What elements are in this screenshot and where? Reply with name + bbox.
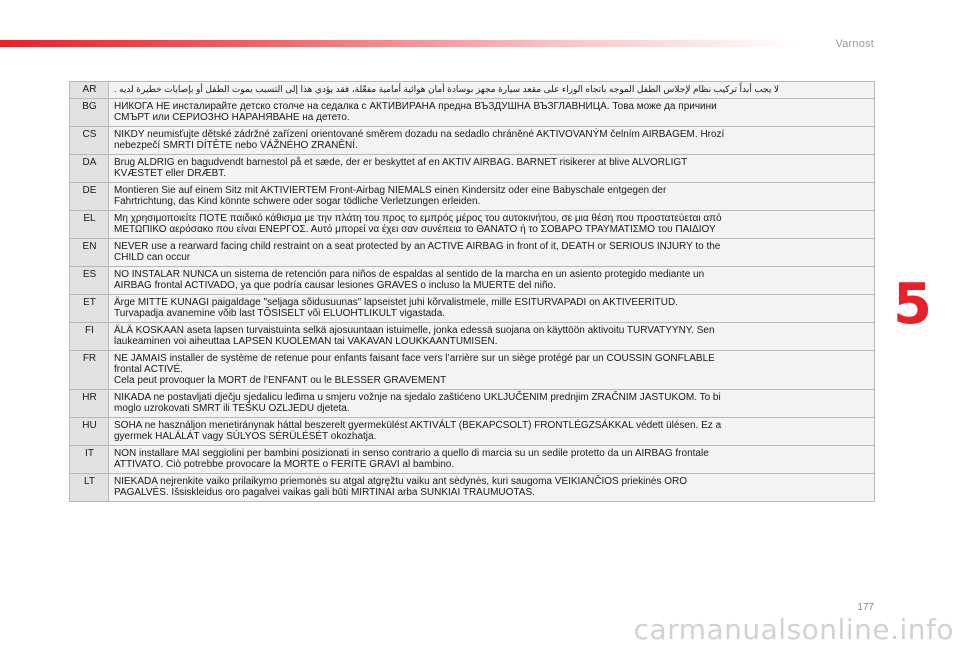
warning-text-line: Μη χρησιμοποιείτε ΠΟΤΕ παιδικό κάθισμα με την πλάτη του προς το εμπρός μέρος του αυτοκινήτου, σε μια θέση που προστατεύεται από <box>114 213 722 224</box>
warning-row-fr <box>70 351 875 390</box>
warning-text <box>109 474 875 502</box>
warning-text-line: ΜΕΤΩΠΙΚΟ αερόσακο που είναι ΕΝΕΡΓΟΣ. Αυτό μπορεί να έχει σαν συνέπεια το ΘΑΝΑΤΟ ή το ΣΟΒΑΡΟ ΤΡΑΥΜΑΤΙΣΜΟ του ΠΑΙΔΙΟΥ <box>114 224 716 235</box>
warning-text-line: CHILD can occur <box>114 252 191 263</box>
warning-row-it <box>70 446 875 474</box>
warning-text-line: Fahrtrichtung, das Kind könnte schwere oder sogar tödliche Verletzungen erleiden. <box>114 196 481 207</box>
warning-text-line: Turvapadja avanemine võib last TÕSISELT või ELUOHTLIKULT vigastada. <box>114 308 446 319</box>
language-code: HU <box>70 418 109 446</box>
warning-row-en <box>70 239 875 267</box>
warning-text-line: KVÆSTET eller DRÆBT. <box>114 168 227 179</box>
warning-text <box>109 351 875 390</box>
language-code: AR <box>70 82 109 99</box>
warning-text <box>109 267 875 295</box>
warning-text-line: nebezpečí SMRTI DÍTĚTE nebo VÁŽNÉHO ZRANĚNÍ. <box>114 140 358 151</box>
warning-text <box>109 211 875 239</box>
language-code: BG <box>70 99 109 127</box>
warning-text <box>109 155 875 183</box>
warning-text-line: NIKDY neumisťujte dětské zádržné zařízení orientované směrem dozadu na sedadlo chráněné AKTIVOVANÝM čelním AIRBAGEM. Hrozí <box>114 129 725 140</box>
language-code: EN <box>70 239 109 267</box>
warning-text-line: لا يجب أبداً تركيب نظام لإجلاس الطفل الموجه باتجاه الوراء على مقعد سيارة مجهز بوسادة أمان هوائية أمامية مفعّلة، فقد يؤدي هذا إلى التسبب بموت الطفل أو بإصابات خطيرة لديه . <box>114 84 779 94</box>
warning-text <box>109 446 875 474</box>
warning-text-line: НИКОГА НЕ инсталирайте детско столче на седалка с АКТИВИРАНА предна ВЪЗДУШНА ВЪЗГЛАВНИЦА. Това може да причини <box>114 101 717 112</box>
language-code: LT <box>70 474 109 502</box>
language-code: DA <box>70 155 109 183</box>
airbag-warning-table <box>69 81 875 502</box>
language-code: EL <box>70 211 109 239</box>
warning-text-line: AIRBAG frontal ACTIVADO, ya que podría causar lesiones GRAVES o incluso la MUERTE del niño. <box>114 280 556 291</box>
warning-text-line: Cela peut provoquer la MORT de l’ENFANT ou le BLESSER GRAVEMENT <box>114 375 447 386</box>
warning-row-hu <box>70 418 875 446</box>
warning-row-et <box>70 295 875 323</box>
warning-text <box>109 323 875 351</box>
warning-text-line: NIEKADA nejrenkite vaiko prilaikymo priemonės su atgal atgręžtu vaiku ant sėdynės, kuri saugoma VEIKIANČIOS priekinės ORO <box>114 476 688 487</box>
warning-text <box>109 82 875 99</box>
warning-text-line: SOHA ne használjon menetiránynak háttal beszerelt gyermekülést AKTIVÁLT (BEKAPCSOLT) FRONTLÉGZSÁKKAL védett ülésen. Ez a <box>114 420 722 431</box>
language-code: FI <box>70 323 109 351</box>
warning-row-fi <box>70 323 875 351</box>
warning-text <box>109 127 875 155</box>
language-code: DE <box>70 183 109 211</box>
warning-text <box>109 295 875 323</box>
warning-text-line: laukeaminen voi aiheuttaa LAPSEN KUOLEMAN tai VAKAVAN LOUKKAANTUMISEN. <box>114 336 498 347</box>
brand-name: Varnost <box>835 38 874 50</box>
warning-text-line: ATTIVATO. Ciò potrebbe provocare la MORTE o FERITE GRAVI al bambino. <box>114 459 455 470</box>
watermark: carmanualsonline.info <box>633 613 954 646</box>
warning-row-lt <box>70 474 875 502</box>
warning-text-line: Brug ALDRIG en bagudvendt barnestol på et sæde, der er beskyttet af en AKTIV AIRBAG. BARNET risikerer at blive ALVORLIGT <box>114 157 688 168</box>
warning-row-ar <box>70 82 875 99</box>
warning-text-line: NO INSTALAR NUNCA un sistema de retención para niños de espaldas al sentido de la marcha en un asiento protegido mediante un <box>114 269 705 280</box>
warning-text-line: moglo uzrokovati SMRT ili TEŠKU OZLJEDU djeteta. <box>114 403 350 414</box>
warning-text-line: СМЪРТ или СЕРИОЗНО НАРАНЯВАНЕ на детето. <box>114 112 350 123</box>
language-code: HR <box>70 390 109 418</box>
warning-text <box>109 418 875 446</box>
warning-text-line: gyermek HALÁLÁT vagy SÚLYOS SÉRÜLÉSÉT okozhatja. <box>114 431 377 442</box>
chapter-number: 5 <box>893 272 932 337</box>
warning-row-el <box>70 211 875 239</box>
warning-row-cs <box>70 127 875 155</box>
warning-text-line: Ärge MITTE KUNAGI paigaldage "seljaga sõidusuunas" lapseistet juhi kõrvalistmele, mille ESITURVAPADI on AKTIVEERITUD. <box>114 297 678 308</box>
warning-text <box>109 239 875 267</box>
language-code: IT <box>70 446 109 474</box>
warning-row-bg <box>70 99 875 127</box>
warning-text-line: NEVER use a rearward facing child restraint on a seat protected by an ACTIVE AIRBAG in front of it, DEATH or SERIOUS INJURY to the <box>114 241 721 252</box>
warning-row-de <box>70 183 875 211</box>
warning-text-line: ÄLÄ KOSKAAN aseta lapsen turvaistuinta selkä ajosuuntaan istuimelle, jonka edessä suojana on käyttöön aktivoitu TURVATYYNY. Sen <box>114 325 715 336</box>
warning-text-line: NON installare MAI seggiolini per bambini posizionati in senso contrario a quello di marcia su un sedile protetto da un AIRBAG frontale <box>114 448 709 459</box>
warning-row-es <box>70 267 875 295</box>
warning-text-line: PAGALVĖS. Išsiskleidus oro pagalvei vaikas gali būti MIRTINAI arba SUNKIAI TRAUMUOTAS. <box>114 487 535 498</box>
language-code: CS <box>70 127 109 155</box>
warning-text-line: NE JAMAIS installer de système de retenue pour enfants faisant face vers l’arrière sur un siège protégé par un COUSSIN GONFLABLE <box>114 353 715 364</box>
warning-text <box>109 390 875 418</box>
header-accent-bar <box>0 40 800 47</box>
warning-row-hr <box>70 390 875 418</box>
warning-text-line: Montieren Sie auf einem Sitz mit AKTIVIERTEM Front-Airbag NIEMALS einen Kindersitz oder eine Babyschale entgegen der <box>114 185 667 196</box>
page-number: 177 <box>857 602 874 613</box>
warning-text <box>109 183 875 211</box>
warning-text <box>109 99 875 127</box>
language-code: ES <box>70 267 109 295</box>
language-code: FR <box>70 351 109 390</box>
warning-text-line: frontal ACTIVÉ. <box>114 364 183 375</box>
warning-row-da <box>70 155 875 183</box>
language-code: ET <box>70 295 109 323</box>
warning-text-line: NIKADA ne postavljati dječju sjedalicu leđima u smjeru vožnje na sjedalo zaštićeno UKLJUČENIM prednjim ZRAČNIM JASTUKOM. To bi <box>114 392 721 403</box>
